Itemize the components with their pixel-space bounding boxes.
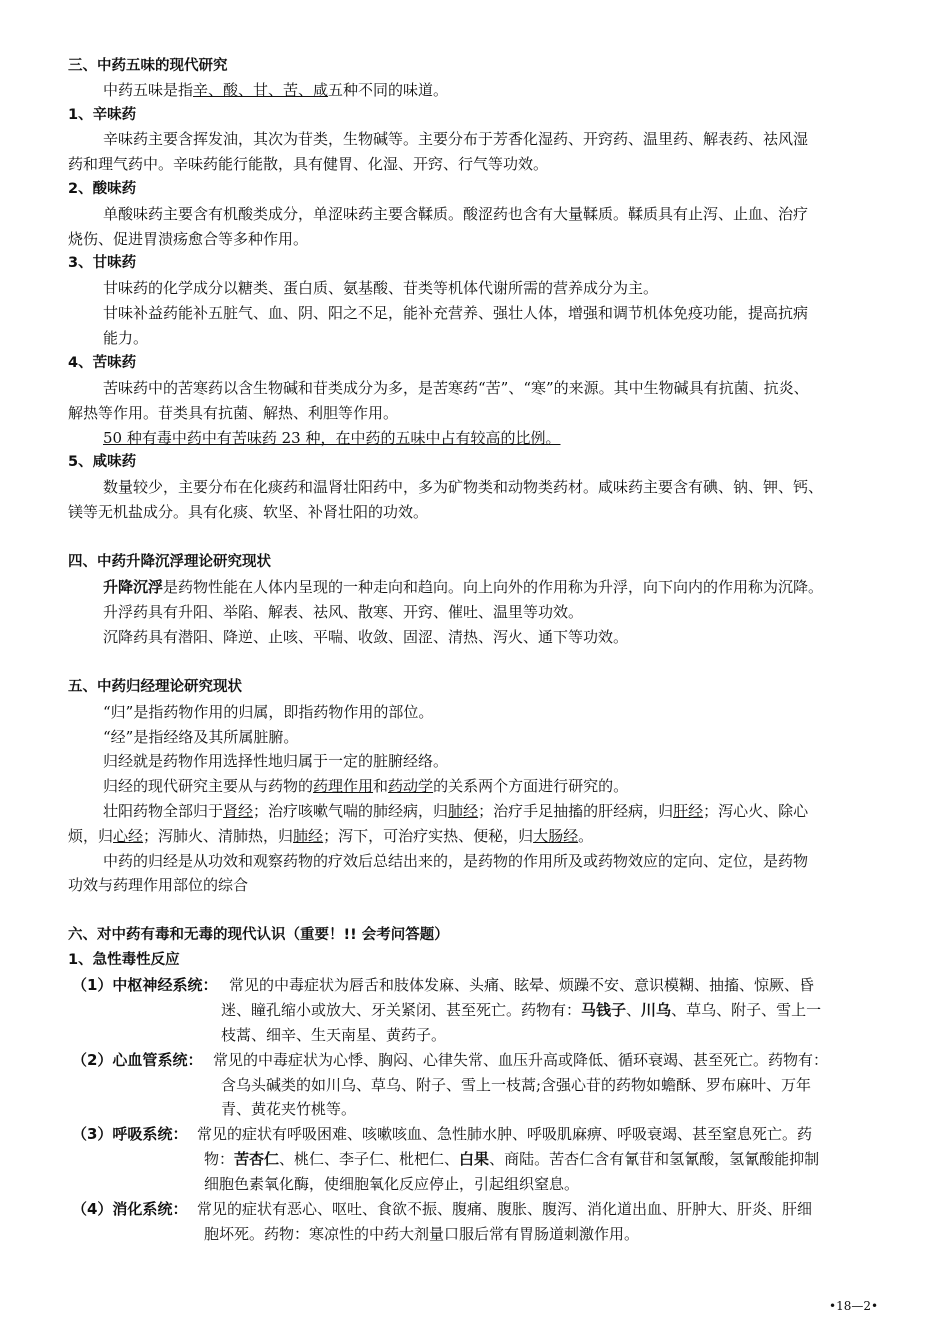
paragraph-line <box>221 1000 821 1020</box>
text: 、 <box>626 1001 642 1019</box>
subsection-title: 1、辛味药 <box>68 107 137 123</box>
paragraph-line: 解热等作用。苷类具有抗菌、解热、利胆等作用。 <box>68 404 399 422</box>
paragraph-line <box>103 776 628 796</box>
paragraph-line: 常见的症状有恶心、呕吐、食欲不振、腹痛、腹胀、腹泻、消化道出血、肝肿大、肝炎、肝细 <box>197 1200 813 1218</box>
paragraph-line: 青、黄花夹竹桃等。 <box>221 1100 357 1118</box>
bold-term: 升降沉浮 <box>103 578 164 596</box>
paragraph-line: 升浮药具有升阳、举陷、解表、祛风、散寒、开窍、催吐、温里等功效。 <box>103 603 584 621</box>
bold-drug-name: 川乌 <box>641 1001 672 1019</box>
underlined-text: 肺经 <box>448 802 479 820</box>
paragraph-line: 数量较少，主要分布在化痰药和温肾壮阳药中，多为矿物类和动物类药材。咸味药主要含有碘、钠、钾、钙、 <box>103 478 824 496</box>
paragraph-line: “归”是指药物作用的归属，即指药物作用的部位。 <box>103 703 434 721</box>
subsection-title: 2、酸味药 <box>68 181 137 197</box>
underlined-text: 肝经 <box>673 802 704 820</box>
subsection-title: 1、急性毒性反应 <box>68 952 180 968</box>
page-number: •18—2• <box>829 1299 879 1313</box>
paragraph-line: 镁等无机盐成分。具有化痰、软坚、补肾壮阳的功效。 <box>68 503 429 521</box>
text: 的关系两个方面进行研究的。 <box>433 777 629 795</box>
underlined-text: 辛、酸、甘、苦、咸 <box>193 81 329 99</box>
paragraph-line: 药和理气药中。辛味药能行能散，具有健胃、化湿、开窍、行气等功效。 <box>68 155 549 173</box>
underlined-text: 心经 <box>113 827 144 845</box>
paragraph-line: 沉降药具有潜阳、降逆、止咳、平喘、收敛、固涩、清热、泻火、通下等功效。 <box>103 628 629 646</box>
paragraph-line <box>68 826 593 846</box>
text: ；治疗咳嗽气喘的肺经病，归 <box>253 802 449 820</box>
paragraph-line: 辛味药主要含挥发油，其次为苷类，生物碱等。主要分布于芳香化湿药、开窍药、温里药、解表药、祛风湿 <box>103 130 809 148</box>
bold-drug-name: 苦杏仁 <box>234 1150 280 1168</box>
underlined-text: 肾经 <box>223 802 254 820</box>
paragraph-line: 甘味药的化学成分以糖类、蛋白质、氨基酸、苷类等机体代谢所需的营养成分为主。 <box>103 279 659 297</box>
text: 是药物性能在人体内呈现的一种走向和趋向。向上向外的作用称为升浮，向下向内的作用称为沉降。 <box>163 578 824 596</box>
text: ；泻下，可治疗实热、便秘，归 <box>323 827 534 845</box>
paragraph-line: 归经就是药物作用选择性地归属于一定的脏腑经络。 <box>103 752 449 770</box>
underlined-line: 50 种有毒中药中有苦味药 23 种，在中药的五味中占有较高的比例。 <box>103 429 561 447</box>
paragraph-line: 功效与药理作用部位的综合 <box>68 876 249 894</box>
section-3-title: 三、中药五味的现代研究 <box>68 58 228 74</box>
paragraph-line: 含乌头碱类的如川乌、草乌、附子、雪上一枝蒿;含强心苷的药物如蟾酥、罗布麻叶、万年 <box>221 1076 812 1094</box>
paragraph-line <box>103 801 808 821</box>
text: 归经的现代研究主要从与药物的 <box>103 777 314 795</box>
item-label: （3）呼吸系统： <box>72 1125 188 1143</box>
s3-intro <box>103 80 448 100</box>
bold-drug-name: 马钱子 <box>581 1001 627 1019</box>
text: ；治疗手足抽搐的肝经病，归 <box>478 802 674 820</box>
section-5-title: 五、中药归经理论研究现状 <box>68 679 242 695</box>
paragraph-line: 烧伤、促进胃溃疡愈合等多种作用。 <box>68 230 309 248</box>
paragraph-line: 枝蒿、细辛、生天南星、黄药子。 <box>221 1026 447 1044</box>
paragraph-line: 能力。 <box>103 329 149 347</box>
subsection-title: 3、甘味药 <box>68 255 137 271</box>
text: 、商陆。苦杏仁含有氰苷和氢氰酸，氢氰酸能抑制 <box>489 1150 820 1168</box>
item-label: （1）中枢神经系统： <box>72 976 218 994</box>
text: ；泻心火、除心 <box>703 802 809 820</box>
text: 五种不同的味道。 <box>328 81 449 99</box>
section-4-title: 四、中药升降沉浮理论研究现状 <box>68 554 271 570</box>
text: 、草乌、附子、雪上一 <box>671 1001 822 1019</box>
text: ；泻肺火、清肺热，归 <box>143 827 294 845</box>
paragraph-line: 细胞色素氧化酶，使细胞氧化反应停止，引起组织窒息。 <box>204 1175 580 1193</box>
paragraph-line: 单酸味药主要含有机酸类成分，单涩味药主要含鞣质。酸涩药也含有大量鞣质。鞣质具有止泻、止血、治疗 <box>103 205 809 223</box>
text: 烦，归 <box>68 827 114 845</box>
paragraph-line: 常见的中毒症状为心悸、胸闷、心律失常、血压升高或降低、循环衰竭、甚至死亡。药物有： <box>213 1051 829 1069</box>
text: 和 <box>373 777 389 795</box>
underlined-text: 药动学 <box>388 777 434 795</box>
paragraph-line: 胞坏死。药物：寒凉性的中药大剂量口服后常有胃肠道刺激作用。 <box>204 1225 640 1243</box>
text: 。 <box>578 827 594 845</box>
paragraph-line: 苦味药中的苦寒药以含生物碱和苷类成分为多，是苦寒药“苦”、“寒”的来源。其中生物碱具有抗菌、抗炎、 <box>103 379 809 397</box>
paragraph-line: 中药的归经是从功效和观察药物的疗效后总结出来的，是药物的作用所及或药物效应的定向、定位，是药物 <box>103 852 809 870</box>
paragraph-line: 常见的症状有呼吸困难、咳嗽咳血、急性肺水肿、呼吸肌麻痹、呼吸衰竭、甚至窒息死亡。药 <box>197 1125 813 1143</box>
paragraph-line: “经”是指经络及其所属脏腑。 <box>103 728 299 746</box>
paragraph-line: 常见的中毒症状为唇舌和肢体发麻、头痛、眩晕、烦躁不安、意识模糊、抽搐、惊厥、昏 <box>229 976 815 994</box>
subsection-title: 4、苦味药 <box>68 355 137 371</box>
text: 中药五味是指 <box>103 81 194 99</box>
paragraph-line: 甘味补益药能补五脏气、血、阴、阳之不足，能补充营养、强壮人体，增强和调节机体免疫功能，提高抗病 <box>103 304 809 322</box>
item-label: （4）消化系统： <box>72 1200 188 1218</box>
underlined-text: 药理作用 <box>313 777 374 795</box>
paragraph-line <box>204 1149 819 1169</box>
underlined-text: 肺经 <box>293 827 324 845</box>
item-label: （2）心血管系统： <box>72 1051 203 1069</box>
section-6-title: 六、对中药有毒和无毒的现代认识（重要！!! 会考问答题） <box>68 927 449 943</box>
bold-drug-name: 白果 <box>459 1150 490 1168</box>
text: 壮阳药物全部归于 <box>103 802 224 820</box>
text: 迷、瞳孔缩小或放大、牙关紧闭、甚至死亡。药物有： <box>221 1001 582 1019</box>
subsection-title: 5、咸味药 <box>68 454 137 470</box>
paragraph-line <box>103 577 823 597</box>
underlined-text: 大肠经 <box>533 827 579 845</box>
text: 、桃仁、李子仁、枇杷仁、 <box>279 1150 460 1168</box>
text: 物： <box>204 1150 235 1168</box>
